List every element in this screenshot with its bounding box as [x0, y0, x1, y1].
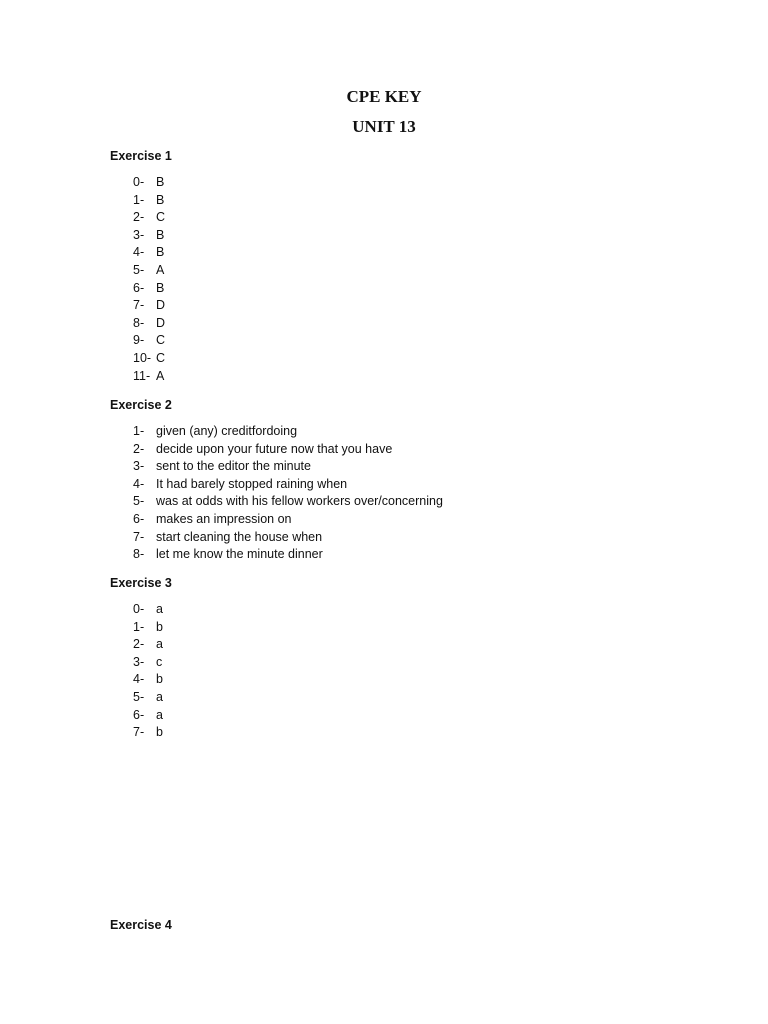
item-answer: b	[156, 725, 163, 740]
item-answer: b	[156, 672, 163, 687]
list-item	[133, 689, 163, 707]
item-number: 8-	[133, 315, 145, 330]
list-item	[133, 619, 163, 637]
list-item	[133, 262, 165, 280]
exercise-2-answers	[133, 423, 443, 564]
list-item	[133, 192, 165, 210]
list-item	[133, 458, 443, 476]
exercise-3-answers	[133, 601, 163, 742]
item-answer: c	[156, 654, 163, 669]
item-answer: D	[156, 298, 166, 313]
list-item	[133, 280, 165, 298]
list-item	[133, 441, 443, 459]
item-answer: sent to the editor the minute	[156, 459, 311, 474]
list-item	[133, 707, 163, 725]
list-item	[133, 476, 443, 494]
exercise-1-answers	[133, 174, 165, 385]
item-number: 3-	[133, 654, 145, 669]
item-number: 3-	[133, 459, 145, 474]
item-number: 7-	[133, 529, 145, 544]
item-number: 4-	[133, 476, 145, 491]
item-answer: makes an impression on	[156, 511, 292, 526]
list-item	[133, 511, 443, 529]
list-item	[133, 368, 165, 386]
item-number: 1-	[133, 619, 145, 634]
exercise-3-heading: Exercise 3	[110, 576, 172, 590]
item-answer: B	[156, 280, 165, 295]
list-item	[133, 671, 163, 689]
item-number: 2-	[133, 441, 145, 456]
item-number: 6-	[133, 280, 145, 295]
item-answer: C	[156, 210, 166, 225]
item-answer: given (any) creditfordoing	[156, 424, 298, 438]
list-item	[133, 724, 163, 742]
exercise-4-heading: Exercise 4	[110, 918, 172, 932]
item-number: 4-	[133, 672, 145, 687]
item-number: 5-	[133, 494, 145, 509]
item-number: 8-	[133, 547, 145, 562]
item-number: 3-	[133, 227, 145, 242]
item-answer: a	[156, 602, 163, 616]
item-answer: a	[156, 637, 163, 652]
item-answer: It had barely stopped raining when	[156, 476, 348, 491]
item-answer: B	[156, 227, 165, 242]
item-number: 11-	[133, 368, 151, 383]
list-item	[133, 332, 165, 350]
item-number: 5-	[133, 262, 145, 277]
list-item	[133, 423, 443, 441]
list-item	[133, 227, 165, 245]
list-item	[133, 209, 165, 227]
item-number: 9-	[133, 333, 145, 348]
item-number: 4-	[133, 245, 145, 260]
item-answer: B	[156, 245, 165, 260]
list-item	[133, 244, 165, 262]
item-number: 6-	[133, 511, 145, 526]
list-item	[133, 350, 165, 368]
item-number: 0-	[133, 175, 145, 189]
item-number: 6-	[133, 707, 145, 722]
item-number: 10-	[133, 350, 152, 365]
list-item	[133, 654, 163, 672]
item-answer: B	[156, 192, 165, 207]
item-answer: a	[156, 689, 163, 704]
exercise-1-heading: Exercise 1	[110, 149, 172, 163]
item-answer: C	[156, 350, 166, 365]
item-answer: start cleaning the house when	[156, 529, 323, 544]
item-number: 1-	[133, 192, 145, 207]
item-answer: decide upon your future now that you have	[156, 441, 393, 456]
list-item	[133, 546, 443, 564]
list-item	[133, 174, 165, 192]
item-answer: let me know the minute dinner	[156, 547, 323, 562]
exercise-2-heading: Exercise 2	[110, 398, 172, 412]
list-item	[133, 601, 163, 619]
item-answer: b	[156, 619, 163, 634]
page-title: CPE KEY	[346, 87, 422, 106]
list-item	[133, 315, 165, 333]
item-answer: B	[156, 175, 165, 189]
item-number: 7-	[133, 298, 145, 313]
item-answer: A	[156, 368, 165, 383]
unit-title: UNIT 13	[352, 117, 416, 136]
item-number: 2-	[133, 637, 145, 652]
list-item	[133, 297, 165, 315]
item-number: 2-	[133, 210, 145, 225]
item-number: 7-	[133, 725, 145, 740]
list-item	[133, 493, 443, 511]
item-number: 5-	[133, 689, 145, 704]
list-item	[133, 636, 163, 654]
item-answer: D	[156, 315, 166, 330]
item-answer: was at odds with his fellow workers over/concerning	[156, 494, 443, 509]
list-item	[133, 529, 443, 547]
item-number: 0-	[133, 602, 145, 616]
item-answer: a	[156, 707, 163, 722]
item-answer: C	[156, 333, 166, 348]
item-answer: A	[156, 262, 165, 277]
item-number: 1-	[133, 424, 145, 438]
